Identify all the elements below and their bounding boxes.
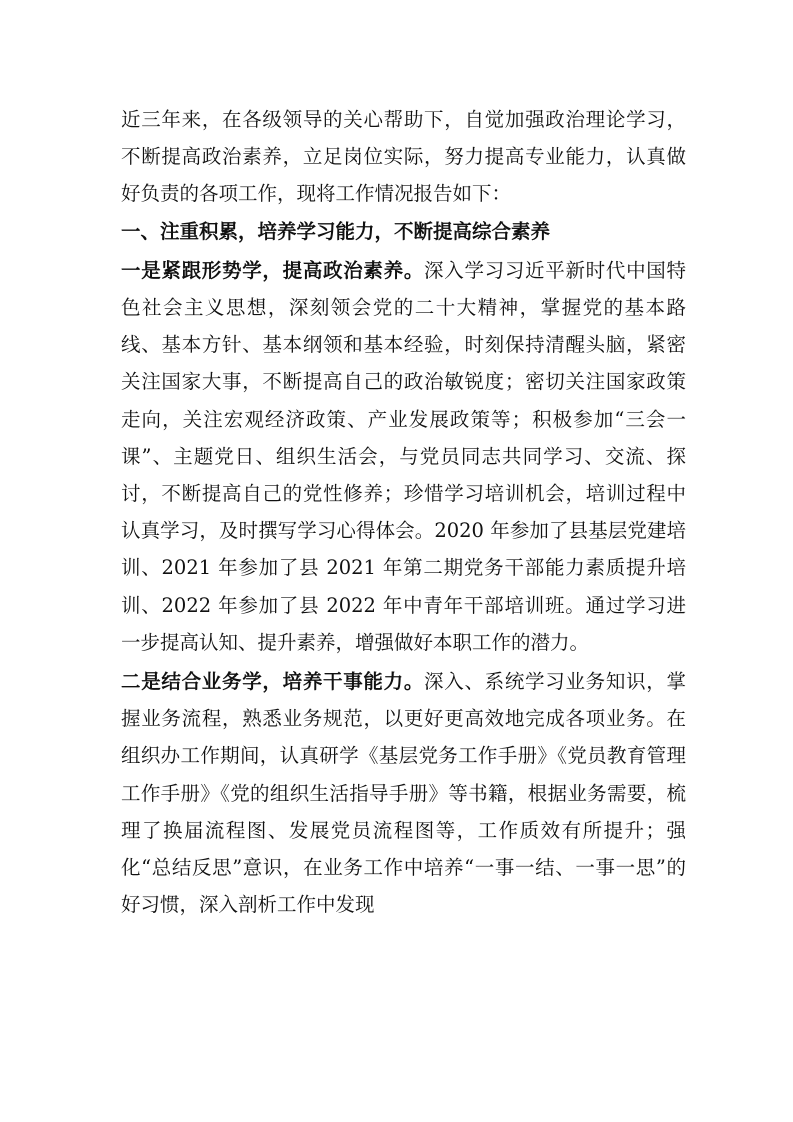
document-page — [121, 101, 686, 923]
paragraph-1-body: 深入学习习近平新时代中国特色社会主义思想，深刻领会党的二十大精神，掌握党的基本路线、基本方针、基本纲领和基本经验，时刻保持清醒头脑，紧密关注国家大事，不断提高自己的政治敏锐度；密切关注国家政策走向，关注宏观经济政策、产业发展政策等；积极参加“三会一课”、主题党日、组织生活会，与党员同志共同学习、交流、探讨，不断提高自己的党性修养；珍惜学习培训机会，培训过程中认真学习，及时撰写学习心得体会。2020 年参加了县基层党建培训、2021 年参加了县 2021 年第二期党务干部能力素质提升培训、2022 年参加了县 2022 年中青年干部培训班。通过学习进一步提高认知、提升素养，增强做好本职工作的潜力。 — [121, 258, 686, 654]
paragraph-2 — [121, 663, 686, 923]
intro-paragraph: 近三年来，在各级领导的关心帮助下，自觉加强政治理论学习，不断提高政治素养，立足岗位实际，努力提高专业能力，认真做好负责的各项工作，现将工作情况报告如下： — [121, 108, 686, 206]
section-heading: 一、注重积累，培养学习能力，不断提高综合素养 — [121, 219, 551, 243]
paragraph-2-lead: 二是结合业务学，培养干事能力。 — [121, 670, 425, 694]
paragraph-1 — [121, 252, 686, 661]
paragraph-1-lead: 一是紧跟形势学，提高政治素养。 — [121, 258, 425, 282]
paragraph-2-body: 深入、系统学习业务知识，掌握业务流程，熟悉业务规范，以更好更高效地完成各项业务。在组织办工作期间，认真研学《基层党务工作手册》《党员教育管理工作手册》《党的组织生活指导手册》等书籍，根据业务需要，梳理了换届流程图、发展党员流程图等，工作质效有所提升；强化“总结反思”意识，在业务工作中培养“一事一结、一事一思”的好习惯，深入剖析工作中发现 — [121, 670, 686, 917]
